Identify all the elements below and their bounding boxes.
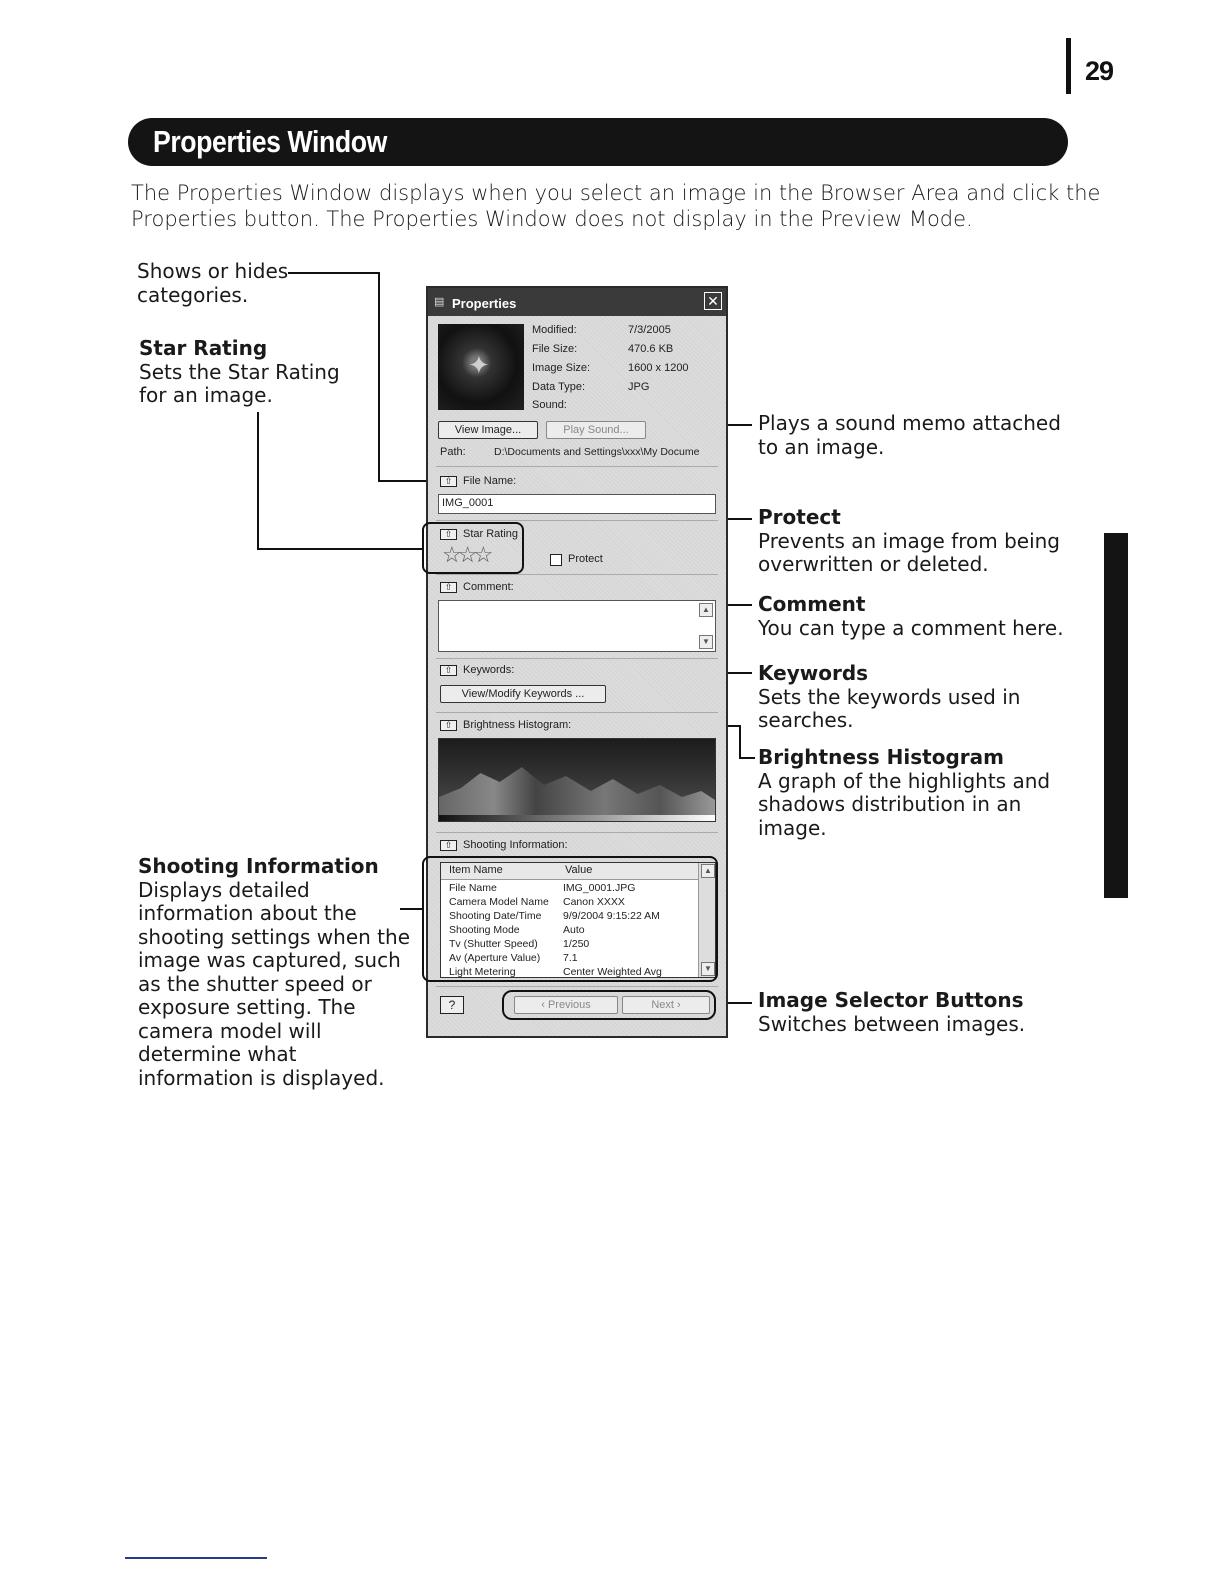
comment-section bbox=[440, 581, 514, 593]
callout-protect-heading: Protect bbox=[758, 505, 841, 529]
next-button[interactable]: Next › bbox=[622, 996, 710, 1014]
callout-protect-line-1: Prevents an image from being bbox=[758, 528, 1061, 553]
window-titlebar[interactable] bbox=[428, 288, 726, 316]
intro-line-2: Properties button. The Properties Window does not display in the Preview Mode. bbox=[131, 207, 973, 231]
file-name-input[interactable]: IMG_0001 bbox=[438, 494, 716, 514]
meta-value: 7/3/2005 bbox=[628, 324, 671, 336]
collapse-icon[interactable]: ⇧ bbox=[440, 720, 457, 731]
properties-window bbox=[426, 286, 728, 1038]
scroll-down-icon[interactable]: ▼ bbox=[699, 635, 713, 649]
row-value: 9/9/2004 9:15:22 AM bbox=[563, 910, 660, 922]
view-modify-keywords-button[interactable]: View/Modify Keywords ... bbox=[440, 685, 606, 703]
callout-histogram bbox=[758, 746, 1050, 840]
comment-textarea[interactable] bbox=[438, 600, 716, 652]
file-name-section bbox=[440, 475, 516, 487]
keywords-section bbox=[440, 664, 514, 676]
star-rating-highlight bbox=[422, 522, 524, 574]
scroll-up-icon[interactable]: ▲ bbox=[701, 864, 715, 878]
collapse-icon[interactable]: ⇧ bbox=[440, 840, 457, 851]
collapse-icon[interactable]: ⇧ bbox=[440, 476, 457, 487]
image-thumbnail bbox=[438, 324, 524, 410]
meta-label: Data Type: bbox=[532, 381, 585, 393]
callout-shooting-info-line: determine what bbox=[138, 1042, 297, 1066]
divider bbox=[436, 520, 718, 521]
thumbnail-subject-icon: ✦ bbox=[468, 350, 490, 380]
row-value: 7.1 bbox=[563, 952, 578, 964]
divider bbox=[436, 986, 718, 987]
callout-categories bbox=[137, 260, 288, 307]
view-image-button[interactable]: View Image... bbox=[438, 421, 538, 439]
callout-histogram-line: A graph of the highlights and bbox=[758, 768, 1051, 793]
title-banner bbox=[128, 118, 1068, 166]
scroll-down-icon[interactable]: ▼ bbox=[701, 962, 715, 976]
path-value: D:\Documents and Settings\xxx\My Docume bbox=[494, 446, 700, 458]
collapse-icon[interactable]: ⇧ bbox=[440, 582, 457, 593]
callout-keywords-line-2: searches. bbox=[758, 708, 854, 732]
divider bbox=[436, 832, 718, 833]
row-item-name: Light Metering bbox=[449, 966, 516, 978]
column-header-value[interactable]: Value bbox=[565, 864, 593, 876]
callout-categories-line-1: Shows or hides bbox=[137, 259, 289, 283]
meta-label: Image Size: bbox=[532, 362, 591, 374]
row-item-name: Shooting Date/Time bbox=[449, 910, 542, 922]
meta-value: JPG bbox=[628, 381, 650, 393]
shooting-info-highlight bbox=[422, 856, 718, 982]
callout-shooting-info-line: Displays detailed bbox=[138, 877, 310, 902]
callout-sound-line-2: to an image. bbox=[758, 434, 885, 459]
meta-value: 470.6 KB bbox=[628, 343, 674, 355]
keywords-label: Keywords: bbox=[463, 664, 515, 676]
leader-line bbox=[257, 548, 423, 550]
selector-highlight bbox=[502, 990, 716, 1020]
divider bbox=[436, 466, 718, 467]
protect-checkbox[interactable] bbox=[550, 554, 562, 566]
callout-histogram-line: image. bbox=[758, 815, 827, 840]
callout-shooting-info-line: as the shutter speed or bbox=[138, 971, 372, 996]
protect-label: Protect bbox=[568, 553, 603, 565]
callout-shooting-info-line: shooting settings when the bbox=[138, 924, 411, 949]
callout-sound bbox=[758, 412, 1061, 459]
comment-label: Comment: bbox=[463, 581, 514, 593]
leader-line bbox=[739, 757, 755, 759]
leader-line bbox=[739, 725, 741, 759]
callout-histogram-line: shadows distribution in an bbox=[758, 792, 1022, 816]
row-item-name: Shooting Mode bbox=[449, 924, 520, 936]
callout-shooting-info-heading: Shooting Information bbox=[138, 854, 379, 878]
callout-keywords bbox=[758, 662, 1020, 733]
row-value: Center Weighted Avg bbox=[563, 966, 662, 978]
callout-star-rating-heading: Star Rating bbox=[139, 336, 268, 360]
callout-comment-line-1: You can type a comment here. bbox=[758, 615, 1064, 640]
brightness-histogram bbox=[438, 738, 716, 822]
row-value: 1/250 bbox=[563, 938, 590, 950]
leader-line bbox=[257, 412, 259, 550]
histogram-gradient-bar bbox=[439, 815, 715, 821]
histogram-label: Brightness Histogram: bbox=[463, 719, 572, 731]
callout-protect bbox=[758, 506, 1060, 577]
star-rating-stars[interactable]: ☆☆☆ bbox=[442, 542, 490, 567]
page-title: Properties Window bbox=[153, 124, 387, 159]
shooting-info-label: Shooting Information: bbox=[463, 839, 568, 851]
collapse-icon[interactable]: ⇧ bbox=[440, 665, 457, 676]
file-name-label: File Name: bbox=[463, 475, 517, 487]
meta-label: Modified: bbox=[532, 324, 577, 336]
callout-shooting-info-line: exposure setting. The bbox=[138, 995, 356, 1019]
callout-protect-line-2: overwritten or deleted. bbox=[758, 552, 989, 576]
row-item-name: Tv (Shutter Speed) bbox=[449, 938, 538, 950]
callout-comment-heading: Comment bbox=[758, 592, 866, 616]
callout-star-rating bbox=[139, 337, 340, 408]
meta-value: 1600 x 1200 bbox=[628, 362, 689, 374]
leader-line bbox=[288, 272, 380, 274]
page-number: 29 bbox=[1085, 56, 1114, 86]
row-value: IMG_0001.JPG bbox=[563, 882, 636, 894]
footer-rule bbox=[125, 1557, 267, 1559]
row-value: Canon XXXX bbox=[563, 896, 625, 908]
shooting-info-section bbox=[440, 839, 568, 851]
help-button[interactable]: ? bbox=[440, 996, 464, 1014]
intro-paragraph bbox=[131, 180, 1101, 232]
histogram-section bbox=[440, 719, 571, 731]
collapse-icon[interactable]: ⇧ bbox=[440, 529, 457, 540]
callout-sound-line-1: Plays a sound memo attached bbox=[758, 411, 1061, 435]
section-thumb-tab bbox=[1104, 533, 1128, 898]
callout-histogram-heading: Brightness Histogram bbox=[758, 745, 1004, 769]
star-rating-label: Star Rating bbox=[463, 528, 519, 540]
callout-shooting-info-line: information about the bbox=[138, 901, 357, 925]
properties-icon: ▤ bbox=[434, 296, 445, 308]
previous-button[interactable]: ‹ Previous bbox=[514, 996, 618, 1014]
leader-line bbox=[378, 272, 380, 482]
column-header-item-name[interactable]: Item Name bbox=[449, 864, 503, 876]
callout-keywords-line-1: Sets the keywords used in bbox=[758, 684, 1021, 709]
meta-label: File Size: bbox=[532, 343, 578, 355]
path-label: Path: bbox=[440, 446, 466, 458]
callout-selector bbox=[758, 989, 1025, 1036]
callout-selector-heading: Image Selector Buttons bbox=[758, 988, 1024, 1012]
callout-shooting-info bbox=[138, 855, 410, 1090]
page-number-rule bbox=[1066, 38, 1071, 94]
callout-keywords-heading: Keywords bbox=[758, 661, 869, 685]
leader-line bbox=[400, 908, 424, 910]
window-title: Properties bbox=[452, 296, 517, 311]
play-sound-button[interactable]: Play Sound... bbox=[546, 421, 646, 439]
callout-categories-line-2: categories. bbox=[137, 282, 249, 307]
divider bbox=[436, 658, 718, 659]
callout-star-rating-line-1: Sets the Star Rating bbox=[139, 359, 340, 384]
callout-selector-line-1: Switches between images. bbox=[758, 1011, 1026, 1036]
row-item-name: File Name bbox=[449, 882, 497, 894]
histogram-graph bbox=[439, 755, 715, 815]
callout-shooting-info-line: information is displayed. bbox=[138, 1065, 385, 1090]
callout-star-rating-line-2: for an image. bbox=[139, 383, 273, 407]
row-item-name: Av (Aperture Value) bbox=[449, 952, 541, 964]
callout-shooting-info-line: image was captured, such bbox=[138, 948, 401, 972]
divider bbox=[436, 712, 718, 713]
row-item-name: Camera Model Name bbox=[449, 896, 549, 908]
meta-label: Sound: bbox=[532, 399, 567, 411]
callout-shooting-info-line: camera model will bbox=[138, 1018, 322, 1043]
divider bbox=[436, 574, 718, 575]
row-value: Auto bbox=[563, 924, 585, 936]
intro-line-1: The Properties Window displays when you select an image in the Browser Area and click the bbox=[131, 181, 1101, 205]
close-button[interactable]: ✕ bbox=[704, 292, 722, 310]
callout-comment bbox=[758, 593, 1064, 640]
scroll-up-icon[interactable]: ▲ bbox=[699, 603, 713, 617]
